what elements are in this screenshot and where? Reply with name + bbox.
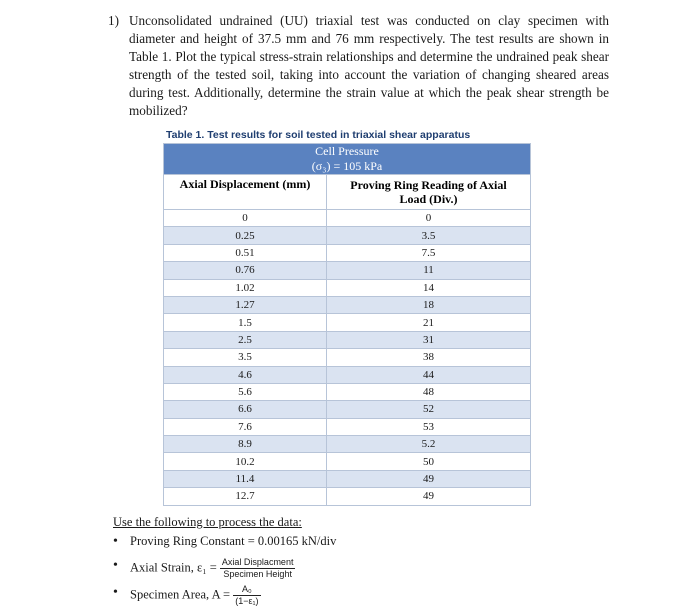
cell-ring-reading: 52 (327, 401, 531, 418)
cell-axial-displacement: 0.25 (164, 227, 327, 244)
cell-axial-displacement: 10.2 (164, 453, 327, 470)
cell-pressure-value: (σ₃) = 105 kPa (311, 159, 383, 173)
specimen-area-fraction (233, 584, 260, 607)
question-text: Unconsolidated undrained (UU) triaxial test was conducted on clay specimen with diameter and height of 37.5 mm and 76 mm respectively. The test results are shown in Table 1. Plot the typical stress-strain relationships and determine the undrained peak shear strength of the tested soil, taking into account the variation of changing sheared areas during test. Additionally, determine the strain value at which the peak shear strength be mobilized? (129, 13, 609, 118)
table-row (164, 296, 531, 313)
cell-axial-displacement: 7.6 (164, 418, 327, 435)
table-row (164, 314, 531, 331)
cell-ring-reading: 18 (327, 296, 531, 313)
cell-axial-displacement: 1.5 (164, 314, 327, 331)
table-row (164, 401, 531, 418)
bullet-icon: • (113, 534, 118, 549)
cell-ring-reading: 21 (327, 314, 531, 331)
cell-axial-displacement: 8.9 (164, 436, 327, 453)
table-row (164, 210, 531, 227)
axial-strain-fraction (220, 557, 296, 580)
axial-strain-formula (130, 557, 295, 580)
table-row (164, 262, 531, 279)
table-row (164, 488, 531, 505)
axial-strain-label: Axial Strain, ε₁ = (130, 560, 217, 575)
table-row (164, 383, 531, 400)
cell-axial-displacement: 1.02 (164, 279, 327, 296)
table-row (164, 227, 531, 244)
table-row (164, 349, 531, 366)
cell-axial-displacement: 3.5 (164, 349, 327, 366)
table-row (164, 453, 531, 470)
bullet-icon: • (113, 585, 118, 600)
cell-pressure-header (164, 144, 531, 175)
specimen-area-formula (130, 584, 261, 607)
table-caption: Table 1. Test results for soil tested in triaxial shear apparatus (166, 129, 471, 141)
cell-ring-reading: 11 (327, 262, 531, 279)
cell-ring-reading: 48 (327, 383, 531, 400)
results-table (163, 143, 531, 506)
axial-strain-numerator: Axial Displacment (221, 557, 294, 567)
cell-axial-displacement: 0.76 (164, 262, 327, 279)
cell-axial-displacement: 12.7 (164, 488, 327, 505)
cell-ring-reading: 53 (327, 418, 531, 435)
col-header-ring-line2: Load (Div.) (399, 192, 458, 206)
question-number: 1) (108, 13, 119, 28)
cell-ring-reading: 14 (327, 279, 531, 296)
cell-ring-reading: 7.5 (327, 244, 531, 261)
table-body (164, 210, 531, 506)
specimen-area-numerator: A₀ (233, 584, 260, 596)
cell-axial-displacement: 0.51 (164, 244, 327, 261)
cell-axial-displacement: 1.27 (164, 296, 327, 313)
specimen-area-label: Specimen Area, A = (130, 587, 231, 602)
cell-axial-displacement: 2.5 (164, 331, 327, 348)
cell-ring-reading: 0 (327, 210, 531, 227)
col-header-ring-line1: Proving Ring Reading of Axial (350, 178, 507, 192)
cell-axial-displacement: 5.6 (164, 383, 327, 400)
cell-axial-displacement: 0 (164, 210, 327, 227)
table-row (164, 279, 531, 296)
specimen-area-denominator: (1−ε₁) (235, 596, 259, 606)
cell-ring-reading: 50 (327, 453, 531, 470)
axial-strain-denominator: Specimen Height (223, 569, 292, 579)
cell-pressure-label: Cell Pressure (315, 144, 379, 158)
table-row (164, 366, 531, 383)
col-header-ring-reading (327, 175, 531, 210)
cell-ring-reading: 38 (327, 349, 531, 366)
cell-ring-reading: 49 (327, 470, 531, 487)
cell-ring-reading: 49 (327, 488, 531, 505)
cell-axial-displacement: 11.4 (164, 470, 327, 487)
table-row (164, 331, 531, 348)
cell-ring-reading: 31 (327, 331, 531, 348)
table-row (164, 418, 531, 435)
col-header-displacement: Axial Displacement (mm) (164, 175, 327, 210)
cell-axial-displacement: 4.6 (164, 366, 327, 383)
table-row (164, 244, 531, 261)
cell-axial-displacement: 6.6 (164, 401, 327, 418)
cell-ring-reading: 44 (327, 366, 531, 383)
table-row (164, 470, 531, 487)
cell-ring-reading: 3.5 (327, 227, 531, 244)
instructions-heading: Use the following to process the data: (113, 515, 302, 529)
cell-ring-reading: 5.2 (327, 436, 531, 453)
bullet-icon: • (113, 558, 118, 573)
table-row (164, 436, 531, 453)
ring-constant-text: Proving Ring Constant = 0.00165 kN/div (130, 534, 337, 548)
